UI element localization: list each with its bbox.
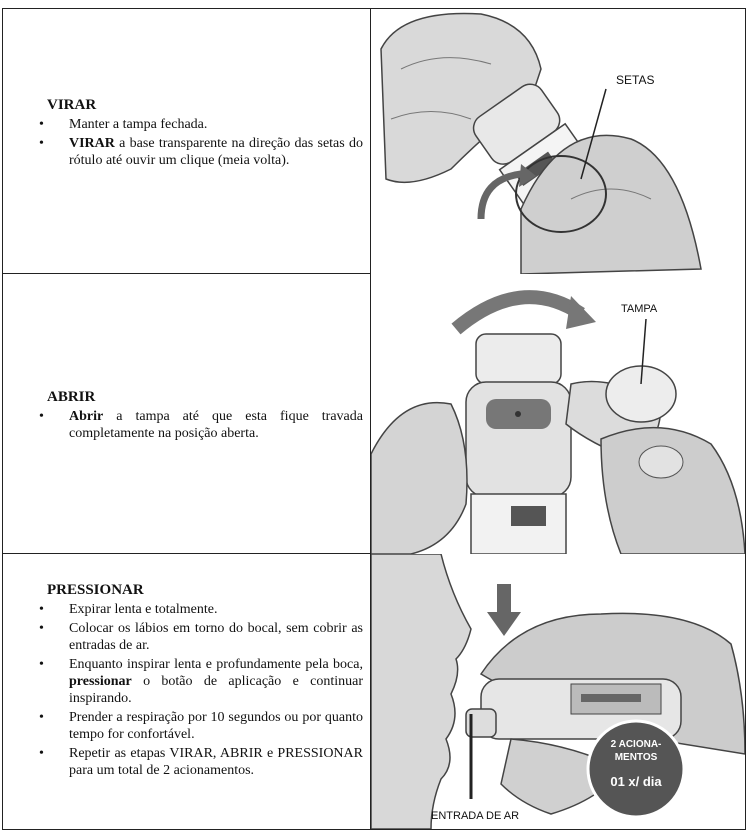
step-text-cell (3, 9, 371, 273)
cap-label: TAMPA (621, 303, 658, 315)
step-illustration-pressionar (371, 554, 745, 829)
step-text-block (33, 97, 363, 171)
badge-line-3: 01 x/ dia (610, 774, 662, 789)
instructions-table (2, 8, 746, 830)
step-text-cell (3, 274, 371, 553)
step-illustration-abrir (371, 274, 745, 553)
step-text-cell (3, 554, 371, 829)
step-row-abrir (3, 274, 745, 554)
badge-line-1: 2 ACIONA- (610, 739, 662, 750)
list-item: • Expirar lenta e totalmente. (33, 601, 363, 618)
step-bullet-list (33, 601, 363, 779)
arrows-label: SETAS (616, 73, 655, 87)
list-item: • Abrir a tampa até que esta fique travada completamente na posição aberta. (33, 408, 363, 442)
list-item: • Manter a tampa fechada. (33, 116, 363, 133)
list-item: • Colocar os lábios em torno do bocal, sem cobrir as entradas de ar. (33, 620, 363, 654)
badge-line-2: MENTOS (614, 752, 658, 763)
step-text-block (33, 582, 363, 781)
step-bullet-list (33, 408, 363, 442)
step-row-pressionar (3, 554, 745, 829)
step-heading: VIRAR (47, 97, 97, 113)
list-item: • Enquanto inspirar lenta e profundamente pela boca, pressionar o botão de aplicação e continuar inspirando. (33, 656, 363, 707)
step-bullet-list (33, 116, 363, 169)
step-text-block (33, 389, 363, 444)
step-heading: PRESSIONAR (47, 582, 144, 598)
list-item: • Repetir as etapas VIRAR, ABRIR e PRESSIONAR para um total de 2 acionamentos. (33, 745, 363, 779)
step-heading: ABRIR (47, 389, 96, 405)
step-row-virar (3, 9, 745, 274)
list-item: • Prender a respiração por 10 segundos ou por quanto tempo for confortável. (33, 709, 363, 743)
air-inlet-label: ENTRADA DE AR (431, 810, 520, 822)
list-item: • VIRAR a base transparente na direção das setas do rótulo até ouvir um clique (meia volta). (33, 135, 363, 169)
step-illustration-virar (371, 9, 745, 273)
